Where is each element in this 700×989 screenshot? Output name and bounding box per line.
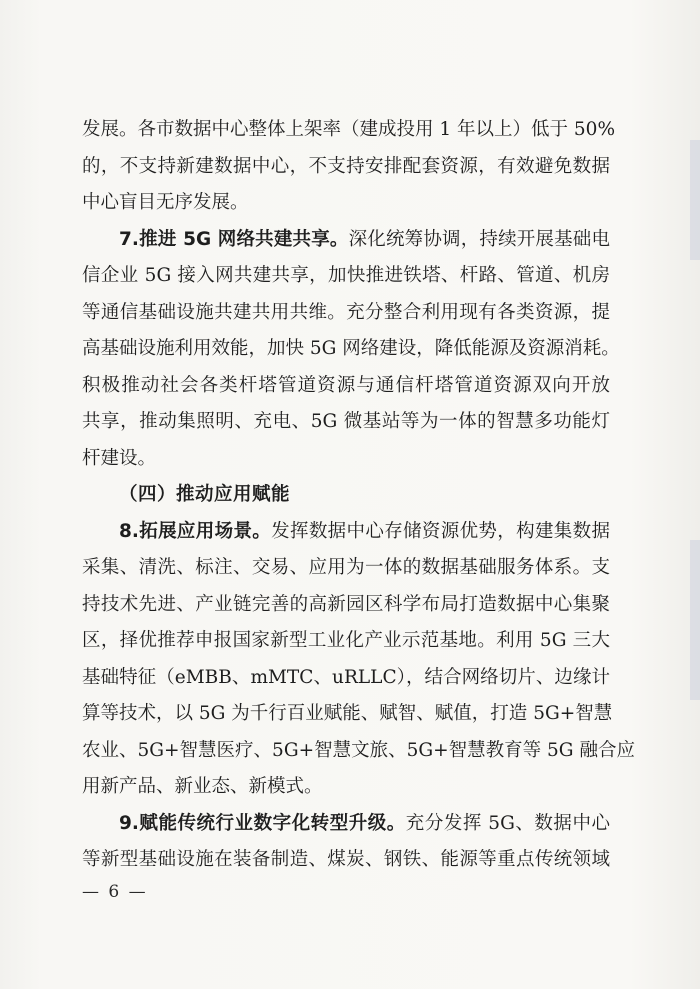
text-line: 高基础设施利用效能，加快 5G 网络建设，降低能源及资源消耗。 bbox=[82, 338, 620, 359]
scan-edge-mark bbox=[690, 140, 700, 260]
text-line: 区，择优推荐申报国家新型工业化产业示范基地。利用 5G 三大 bbox=[82, 630, 610, 651]
paragraph-item-9-first-line bbox=[82, 806, 610, 843]
paragraph-item-7-first-line bbox=[82, 222, 610, 259]
text-run: 发挥数据中心存储资源优势，构建集数据 bbox=[271, 520, 610, 542]
document-body bbox=[82, 112, 635, 879]
text-line: 采集、清洗、标注、交易、应用为一体的数据基础服务体系。支 bbox=[82, 557, 610, 578]
text-line: 共享，推动集照明、充电、5G 微基站等为一体的智慧多功能灯 bbox=[82, 411, 610, 432]
text-line: 的，不支持新建数据中心，不支持安排配套资源，有效避免数据 bbox=[82, 155, 610, 177]
item-7-title: 7.推进 5G 网络共建共享。 bbox=[119, 228, 349, 250]
item-8-title: 8.拓展应用场景。 bbox=[119, 520, 272, 542]
text-line: 等新型基础设施在装备制造、煤炭、钢铁、能源等重点传统领域 bbox=[82, 849, 610, 870]
text-line: 用新产品、新业态、新模式。 bbox=[82, 776, 323, 797]
text-line: 等通信基础设施共建共用共维。充分整合利用现有各类资源，提 bbox=[82, 301, 610, 323]
text-run: 深化统筹协调，持续开展基础电 bbox=[348, 228, 610, 250]
text-line: 发展。各市数据中心整体上架率（建成投用 1 年以上）低于 50% bbox=[82, 119, 616, 140]
text-line: 杆建设。 bbox=[82, 447, 157, 469]
text-run: 充分发挥 5G、数据中心 bbox=[405, 812, 610, 834]
page-number: — 6 — bbox=[82, 882, 148, 902]
paragraph-item-8-first-line bbox=[82, 514, 610, 551]
text-line: 基础特征（eMBB、mMTC、uRLLC），结合网络切片、边缘计 bbox=[82, 666, 610, 688]
text-line: 中心盲目无序发展。 bbox=[82, 192, 249, 213]
scan-edge-mark bbox=[690, 540, 700, 700]
text-line: 信企业 5G 接入网共建共享，加快推进铁塔、杆路、管道、机房 bbox=[82, 265, 610, 286]
text-line: 持技术先进、产业链完善的高新园区科学布局打造数据中心集聚 bbox=[82, 593, 610, 615]
text-line: 算等技术，以 5G 为千行百业赋能、赋智、赋值，打造 5G+智慧 bbox=[82, 703, 613, 724]
text-line: 农业、5G+智慧医疗、5G+智慧文旅、5G+智慧教育等 5G 融合应 bbox=[82, 739, 635, 761]
item-9-title: 9.赋能传统行业数字化转型升级。 bbox=[119, 812, 406, 834]
section-heading: （四）推动应用赋能 bbox=[119, 484, 291, 505]
text-line: 积极推动社会各类杆塔管道资源与通信杆塔管道资源双向开放 bbox=[82, 374, 610, 396]
